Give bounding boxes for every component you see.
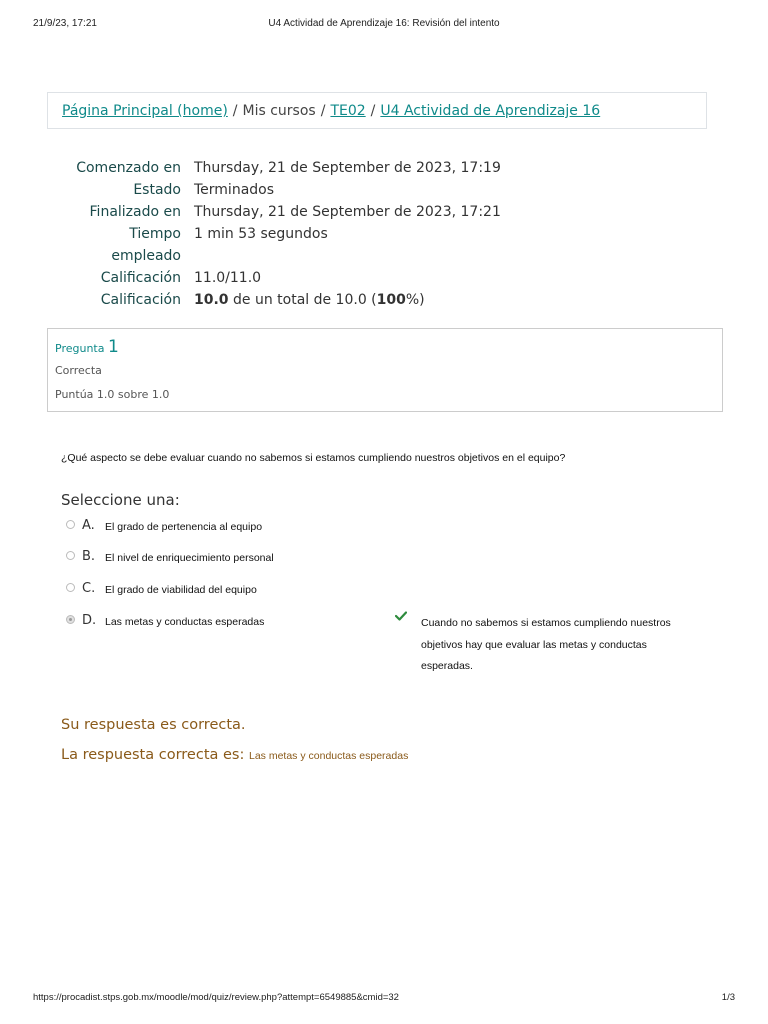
question-number — [55, 337, 119, 357]
feedback-line: objetivos hay que evaluar las metas y conductas — [421, 638, 647, 651]
print-title: U4 Actividad de Aprendizaje 16: Revisión del intento — [268, 18, 500, 29]
page-counter: 1/3 — [721, 992, 735, 1003]
option-text: El nivel de enriquecimiento personal — [105, 552, 274, 564]
right-answer-value: Las metas y conductas esperadas — [248, 750, 409, 762]
summary-row-marks — [47, 267, 647, 289]
attempt-summary — [47, 157, 647, 311]
time-value: 1 min 53 segundos — [194, 226, 328, 242]
answer-feedback — [421, 613, 711, 678]
print-date: 21/9/23, 17:21 — [33, 18, 97, 29]
question-state: Correcta — [55, 364, 102, 377]
answer-prompt: Seleccione una: — [61, 491, 180, 509]
option-letter: C. — [82, 581, 96, 596]
breadcrumb-my-courses: Mis cursos — [242, 103, 316, 119]
option-text: El grado de viabilidad del equipo — [105, 584, 257, 596]
option-letter: B. — [82, 549, 96, 564]
question-text: ¿Qué aspecto se debe evaluar cuando no sabemos si estamos cumpliendo nuestros objetivos en el equipo? — [61, 452, 566, 464]
summary-row-state — [47, 179, 647, 201]
marks-value: 11.0/11.0 — [194, 270, 262, 286]
option-text: Las metas y conductas esperadas — [105, 616, 265, 628]
breadcrumb-course-link[interactable]: TE02 — [330, 103, 366, 119]
finished-label: Finalizado en — [89, 204, 181, 220]
summary-row-finished — [47, 201, 647, 223]
time-label-line-2: empleado — [111, 248, 181, 264]
state-value: Terminados — [194, 182, 275, 198]
summary-row-grade — [47, 289, 647, 311]
right-answer-label: La respuesta correcta es: — [61, 747, 249, 763]
state-label: Estado — [133, 182, 181, 198]
outcome-message: Su respuesta es correcta. — [61, 717, 246, 733]
print-header — [0, 18, 768, 32]
summary-row-time — [47, 223, 647, 267]
question-grade: Puntúa 1.0 sobre 1.0 — [55, 388, 170, 401]
radio-button[interactable] — [66, 551, 75, 560]
marks-label: Calificación — [100, 270, 181, 286]
print-url: https://procadist.stps.gob.mx/moodle/mod/quiz/review.php?attempt=6549885&cmid=32 — [33, 992, 399, 1003]
breadcrumb-separator: / — [320, 103, 326, 119]
grade-end: %) — [405, 292, 425, 308]
breadcrumb-home-link[interactable]: Página Principal (home) — [62, 103, 228, 119]
feedback-line: esperadas. — [421, 660, 473, 672]
finished-value: Thursday, 21 de September de 2023, 17:21 — [194, 204, 501, 220]
summary-row-started — [47, 157, 647, 179]
breadcrumb-separator: / — [370, 103, 376, 119]
time-label-line-1: Tiempo — [129, 226, 181, 242]
grade-label: Calificación — [100, 292, 181, 308]
time-label — [47, 223, 181, 267]
started-value: Thursday, 21 de September de 2023, 17:19 — [194, 160, 501, 176]
radio-button[interactable] — [66, 583, 75, 592]
radio-button[interactable] — [66, 520, 75, 529]
breadcrumb-separator: / — [232, 103, 238, 119]
option-letter: A. — [82, 518, 95, 533]
grade-value — [194, 289, 425, 311]
radio-button-selected[interactable] — [66, 615, 75, 624]
grade-score: 10.0 — [194, 292, 229, 308]
check-icon — [395, 611, 407, 621]
grade-percent: 100 — [376, 292, 406, 308]
option-text: El grado de pertenencia al equipo — [105, 521, 263, 533]
feedback-line: Cuando no sabemos si estamos cumpliendo nuestros — [421, 617, 671, 629]
right-answer — [61, 747, 408, 763]
started-label: Comenzado en — [76, 160, 181, 176]
breadcrumb — [47, 92, 707, 129]
option-letter: D. — [82, 613, 97, 628]
grade-mid: de un total de 10.0 ( — [228, 292, 377, 308]
question-number-value: 1 — [107, 337, 119, 357]
question-info-box — [47, 328, 723, 412]
breadcrumb-activity-link[interactable]: U4 Actividad de Aprendizaje 16 — [380, 103, 601, 119]
question-label: Pregunta — [55, 342, 105, 355]
